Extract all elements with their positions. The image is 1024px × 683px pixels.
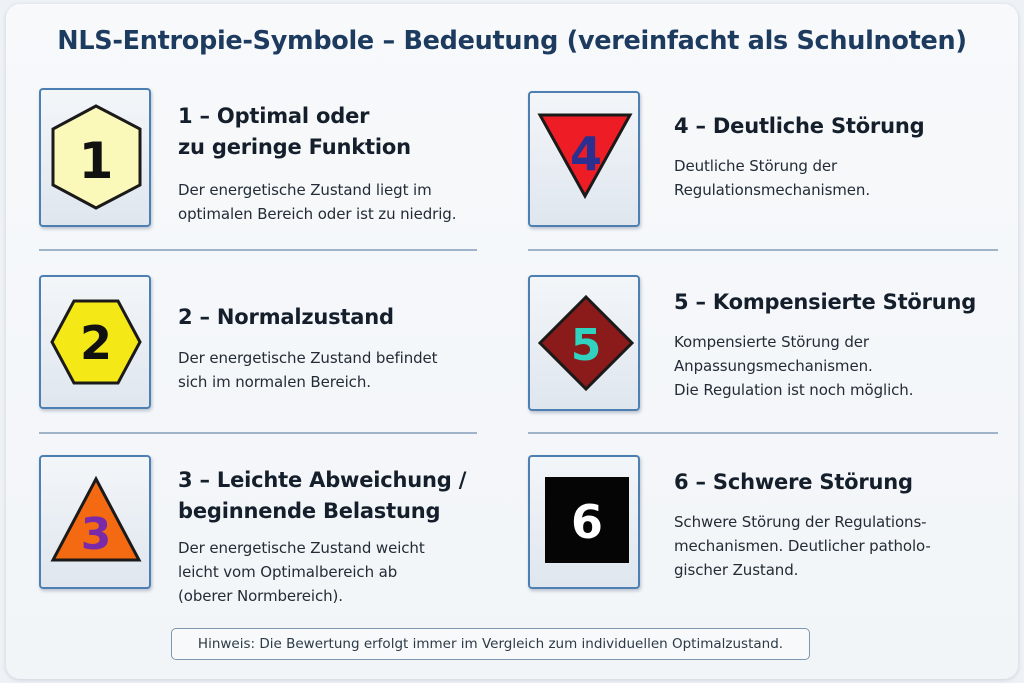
heading-5: 5 – Kompensierte Störung (674, 290, 977, 314)
symbol-box-4 (528, 91, 640, 227)
symbol-box-5 (528, 275, 640, 411)
divider-4 (528, 249, 998, 251)
symbol-box-1 (39, 88, 151, 227)
note-box: Hinweis: Die Bewertung erfolgt immer im Vergleich zum individuellen Optimalzustand. (171, 628, 810, 660)
heading-2: 2 – Normalzustand (178, 305, 394, 329)
description-3: Der energetische Zustand weicht leicht vom Optimalbereich ab (oberer Normbereich). (178, 539, 425, 605)
heading-1: 1 – Optimal oder zu geringe Funktion (178, 104, 411, 159)
description-4: Deutliche Störung der Regulationsmechanismen. (674, 157, 871, 199)
description-2: Der energetische Zustand befindet sich im normalen Bereich. (178, 349, 438, 391)
description-5: Kompensierte Störung der Anpassungsmechanismen. Die Regulation ist noch möglich. (674, 333, 914, 399)
symbol-digit-1: 1 (78, 132, 114, 190)
symbol-box-2 (39, 275, 151, 409)
heading-4: 4 – Deutliche Störung (674, 114, 925, 138)
divider-5 (528, 432, 998, 434)
symbol-digit-5: 5 (570, 320, 602, 371)
symbol-digit-3: 3 (80, 509, 112, 560)
symbol-box-6 (528, 455, 640, 589)
description-6: Schwere Störung der Regulations- mechanismen. Deutlicher patholo- gischer Zustand. (674, 513, 931, 579)
symbol-digit-4: 4 (569, 127, 603, 181)
symbol-digit-6: 6 (570, 495, 604, 549)
heading-3: 3 – Leichte Abweichung / beginnende Belastung (178, 468, 467, 523)
heading-6: 6 – Schwere Störung (674, 470, 913, 494)
symbol-box-3 (39, 455, 151, 589)
divider-1 (39, 249, 477, 251)
symbol-digit-2: 2 (79, 316, 113, 370)
description-1: Der energetische Zustand liegt im optimalen Bereich oder ist zu niedrig. (178, 181, 457, 223)
divider-2 (39, 432, 477, 434)
page-title: NLS-Entropie-Symbole – Bedeutung (vereinfacht als Schulnoten) (57, 26, 967, 56)
